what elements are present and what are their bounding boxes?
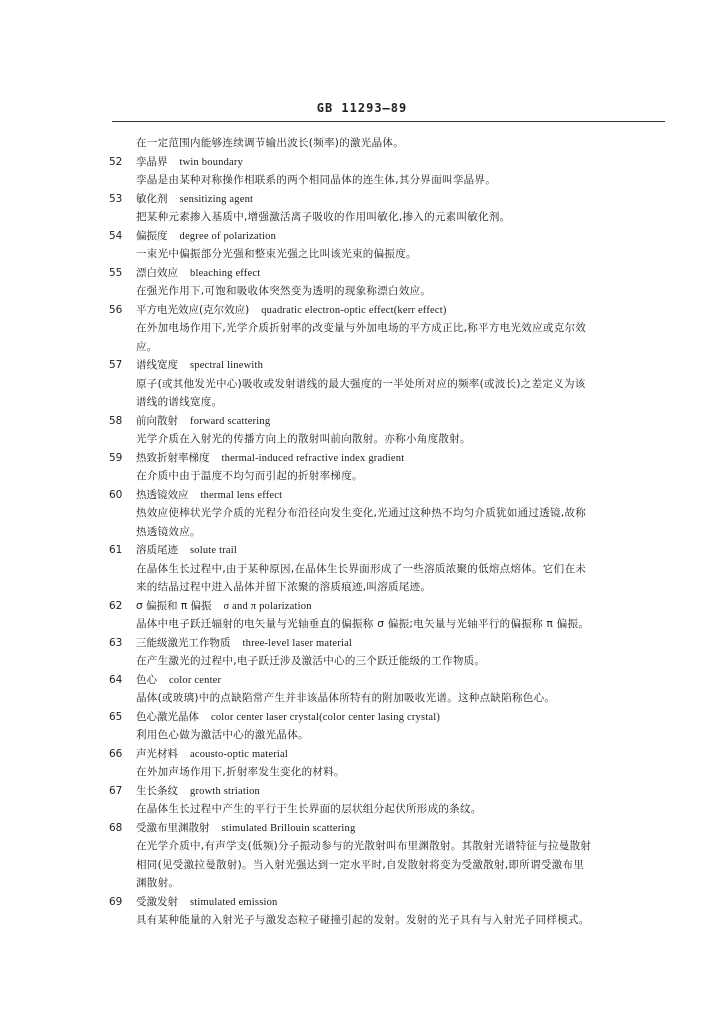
definition-text: 谱线的谱线宽度。	[136, 396, 223, 408]
entry-definition-line	[104, 689, 664, 708]
definition-text: 相同(见受激拉曼散射)。当入射光强达到一定水平时,自发散射将变为受激散射,即所谓受激布里	[136, 858, 585, 871]
entry-term	[136, 708, 440, 727]
entry-term	[136, 782, 260, 801]
entry-term	[136, 264, 260, 283]
entry-definition-line	[104, 208, 664, 227]
entry-definition-line	[104, 578, 664, 597]
entry-number: 63	[109, 636, 123, 649]
term-chinese: 孪晶界	[136, 155, 168, 168]
term-english: twin boundary	[179, 156, 244, 168]
entry-number: 62	[109, 599, 123, 612]
glossary-entry-term-line	[104, 486, 664, 505]
entry-definition-line	[104, 911, 664, 930]
entry-number: 67	[109, 784, 123, 797]
entry-definition-line	[104, 856, 664, 875]
definition-text: 一束光中偏振部分光强和整束光强之比叫该光束的偏振度。	[136, 248, 417, 260]
glossary-entry-term-line	[104, 634, 664, 653]
entry-term	[136, 412, 270, 431]
glossary-entry-term-line	[104, 597, 664, 616]
entry-number: 59	[109, 451, 123, 464]
definition-text: 应。	[136, 340, 158, 353]
term-english: thermal lens effect	[200, 489, 283, 501]
term-chinese: σ 偏振和 π 偏振	[136, 599, 212, 612]
definition-text: 在晶体生长过程中,由于某种原因,在晶体生长界面形成了一些溶质浓聚的低熔点熔体。它们在未	[136, 562, 587, 575]
entry-term	[136, 301, 447, 320]
entry-definition-line	[104, 726, 664, 745]
glossary-entry-term-line	[104, 449, 664, 468]
term-english: stimulated Brillouin scattering	[221, 822, 356, 834]
term-english: bleaching effect	[190, 267, 261, 279]
entry-term	[136, 671, 221, 690]
term-chinese: 色心	[136, 673, 157, 686]
glossary-entry-term-line	[104, 227, 664, 246]
term-chinese: 敏化剂	[136, 192, 168, 205]
definition-text: 具有某种能量的入射光子与激发态粒子碰撞引起的发射。发射的光子具有与入射光子同样模式。	[136, 914, 590, 926]
glossary-content	[104, 134, 664, 930]
definition-text: 热透镜效应。	[136, 525, 201, 538]
entry-number: 66	[109, 747, 123, 760]
definition-text: 在光学介质中,有声学支(低频)分子振动参与的光散射叫布里渊散射。其散射光谱特征与拉曼散射	[136, 840, 592, 852]
term-english: three-level laser material	[242, 637, 353, 649]
term-english: acousto-optic material	[190, 748, 288, 760]
term-chinese: 受激发射	[136, 895, 178, 908]
definition-text: 在外加声场作用下,折射率发生变化的材料。	[136, 766, 345, 778]
definition-text: 在晶体生长过程中产生的平行于生长界面的层状组分起伏所形成的条纹。	[136, 803, 482, 815]
entry-term	[136, 153, 243, 172]
entry-definition-line	[104, 430, 664, 449]
term-english: spectral linewith	[190, 360, 264, 371]
entry-number: 53	[109, 192, 123, 205]
entry-definition-line	[104, 874, 664, 893]
entry-number: 68	[109, 821, 123, 834]
entry-term	[136, 190, 253, 209]
term-english: color center	[169, 674, 222, 686]
definition-text: 在外加电场作用下,光学介质折射率的改变量与外加电场的平方成正比,称平方电光效应或克尔效	[136, 322, 587, 334]
glossary-entry-term-line	[104, 541, 664, 560]
entry-definition-line	[104, 375, 664, 394]
entry-definition-line	[104, 652, 664, 671]
glossary-entry-term-line	[104, 708, 664, 727]
entry-term	[136, 449, 404, 468]
entry-term	[136, 356, 263, 375]
glossary-entry-term-line	[104, 301, 664, 320]
definition-text: 光学介质在入射光的传播方向上的散射叫前向散射。亦称小角度散射。	[136, 433, 471, 445]
entry-term	[136, 227, 276, 246]
definition-text: 渊散射。	[136, 877, 180, 889]
glossary-entry-term-line	[104, 153, 664, 172]
entry-number: 54	[109, 229, 123, 242]
term-chinese: 受激布里渊散射	[136, 821, 210, 834]
entry-number: 61	[109, 544, 123, 556]
term-chinese: 声光材料	[136, 747, 178, 760]
entry-definition-line	[104, 467, 664, 486]
term-english: solute trail	[190, 545, 238, 556]
term-english: growth striation	[190, 785, 260, 797]
entry-definition-line	[104, 504, 664, 523]
term-chinese: 热透镜效应	[136, 488, 189, 501]
entry-definition-line	[104, 837, 664, 856]
definition-text: 把某种元素掺入基质中,增强激活离子吸收的作用叫敏化,掺入的元素叫敏化剂。	[136, 211, 511, 223]
definition-text: 孪晶是由某种对称操作相联系的两个相同晶体的连生体,其分界面叫孪晶界。	[136, 174, 497, 186]
definition-text: 原子(或其他发光中心)吸收或发射谱线的最大强度的一半处所对应的频率(或波长)之差定义为该	[136, 377, 586, 390]
definition-text: 在强光作用下,可饱和吸收体突然变为透明的现象称漂白效应。	[136, 285, 432, 297]
term-chinese: 热致折射率梯度	[136, 451, 210, 464]
entry-number: 55	[109, 266, 123, 279]
entry-number: 58	[109, 414, 123, 427]
entry-term	[136, 486, 282, 505]
header-rule	[112, 121, 665, 122]
entry-number: 69	[109, 895, 123, 908]
term-chinese: 生长条纹	[136, 784, 178, 797]
glossary-entry-term-line	[104, 671, 664, 690]
entry-term	[136, 893, 278, 912]
intro-continuation-line	[104, 134, 664, 153]
definition-text: 在一定范围内能够连续调节输出波长(频率)的激光晶体。	[136, 137, 404, 149]
definition-text: 晶体中电子跃迁辐射的电矢量与光轴垂直的偏振称 σ 偏振;电矢量与光轴平行的偏振称 π 偏振。	[136, 618, 590, 630]
term-english: color center laser crystal(color center lasing crystal)	[211, 711, 441, 723]
term-chinese: 前向散射	[136, 414, 178, 427]
glossary-entry-term-line	[104, 190, 664, 209]
term-chinese: 色心激光晶体	[136, 710, 199, 723]
term-english: quadratic electron-optic effect(kerr effect)	[261, 304, 447, 316]
entry-number: 60	[109, 488, 123, 501]
glossary-entry-term-line	[104, 893, 664, 912]
entry-definition-line	[104, 245, 664, 264]
entry-definition-line	[104, 763, 664, 782]
standard-header: GB 11293—89	[316, 101, 408, 115]
term-chinese: 三能级激光工作物质	[136, 636, 231, 649]
entry-definition-line	[104, 319, 664, 338]
entry-definition-line	[104, 615, 664, 634]
entry-definition-line	[104, 800, 664, 819]
entry-term	[136, 745, 288, 764]
definition-text: 热效应使棒状光学介质的光程分布沿径向发生变化,光通过这种热不均匀介质犹如通过透镜,故称	[136, 507, 587, 519]
glossary-entry-term-line	[104, 356, 664, 375]
term-chinese: 偏振度	[136, 229, 168, 242]
term-chinese: 谱线宽度	[136, 359, 178, 371]
entry-term	[136, 597, 312, 616]
glossary-entry-term-line	[104, 819, 664, 838]
term-english: degree of polarization	[179, 230, 277, 242]
entry-definition-line	[104, 171, 664, 190]
definition-text: 在介质中由于温度不均匀而引起的折射率梯度。	[136, 470, 363, 482]
entry-number: 56	[109, 303, 123, 316]
glossary-entry-term-line	[104, 745, 664, 764]
term-english: σ and π polarization	[223, 600, 312, 612]
entry-term	[136, 541, 237, 560]
term-english: stimulated emission	[190, 896, 278, 908]
entry-definition-line	[104, 393, 664, 412]
entry-number: 65	[109, 710, 123, 723]
definition-text: 来的结晶过程中进入晶体并留下浓聚的溶质痕迹,叫溶质尾迹。	[136, 581, 432, 593]
definition-text: 晶体(或玻璃)中的点缺陷常产生并非该晶体所特有的附加吸收光谱。这种点缺陷称色心。	[136, 692, 556, 704]
entry-definition-line	[104, 523, 664, 542]
term-english: sensitizing agent	[179, 193, 254, 205]
term-english: thermal-induced refractive index gradient	[221, 452, 405, 464]
entry-definition-line	[104, 282, 664, 301]
term-chinese: 平方电光效应(克尔效应)	[136, 303, 250, 316]
entry-number: 52	[109, 155, 123, 168]
entry-term	[136, 819, 355, 838]
term-english: forward scattering	[190, 415, 271, 427]
term-chinese: 溶质尾迹	[136, 544, 178, 556]
glossary-entry-term-line	[104, 412, 664, 431]
glossary-entry-term-line	[104, 264, 664, 283]
definition-text: 利用色心做为激活中心的激光晶体。	[136, 729, 309, 741]
entry-definition-line	[104, 338, 664, 357]
term-chinese: 漂白效应	[136, 266, 178, 279]
entry-term	[136, 634, 352, 653]
entry-definition-line	[104, 560, 664, 579]
definition-text: 在产生激光的过程中,电子跃迁涉及激活中心的三个跃迁能级的工作物质。	[136, 655, 486, 667]
entry-number: 64	[109, 673, 123, 686]
entry-number: 57	[109, 359, 123, 371]
glossary-entry-term-line	[104, 782, 664, 801]
